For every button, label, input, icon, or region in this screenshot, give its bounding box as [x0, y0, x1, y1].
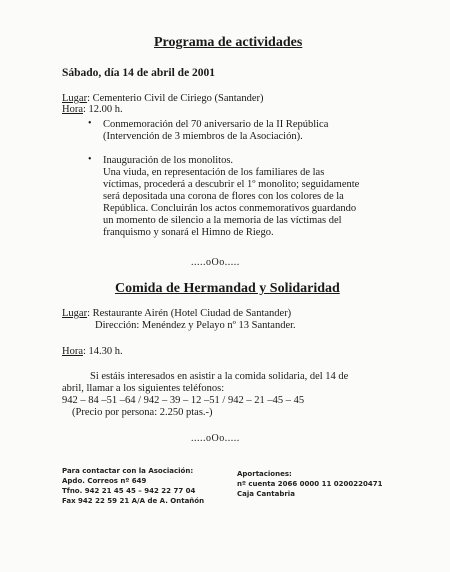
meal-time-value: : 14.30 h. [83, 346, 123, 357]
meal-place-value: : Restaurante Airén (Hotel Ciudad de Santander) [87, 308, 292, 319]
phone-numbers: 942 – 84 –51 –64 / 942 – 39 – 12 –51 / 942 – 21 –45 – 45 [62, 395, 305, 406]
contact-block [62, 466, 204, 506]
bullet-line: República. Concluirán los actos conmemorativos guardando [103, 203, 357, 214]
event-date: Sábado, día 14 de abril de 2001 [62, 67, 216, 79]
meal-info [62, 371, 348, 419]
donation-line: Caja Cantabria [237, 490, 295, 498]
bullet-line: (Intervención de 3 miembros de la Asociación). [103, 131, 303, 142]
contact-line: Para contactar con la Asociación: [62, 467, 194, 475]
contact-line: Fax 942 22 59 21 A/A de A. Ontañón [62, 497, 205, 505]
time-value: : 12.00 h. [83, 104, 123, 115]
bullet-line: será depositada una corona de flores con los colores de la [103, 191, 344, 202]
bullet-line: Inauguración de los monolitos. [103, 155, 234, 166]
bullet-line: víctimas, procederá a descubrir el 1º monolito; seguidamente [103, 179, 360, 190]
separator: .....oOo..... [191, 257, 240, 268]
bullet-icon: • [88, 118, 92, 129]
bullet-line: Una viuda, en representación de los familiares de las [103, 167, 325, 178]
bullet-line: franquismo y sonará el Himno de Riego. [103, 227, 274, 238]
time-label: Hora [62, 104, 83, 115]
bullet-line: un momento de silencio a la memoria de las víctimas del [103, 215, 342, 226]
meal-title: Comida de Hermandad y Solidaridad [115, 281, 340, 296]
program-time [62, 104, 123, 116]
contact-line: Apdo. Correos nº 649 [62, 477, 147, 485]
price-line: (Precio por persona: 2.250 ptas.-) [72, 407, 213, 418]
meal-time-label: Hora [62, 346, 83, 357]
donation-line: nº cuenta 2066 0000 11 0200220471 [237, 480, 383, 488]
bullet-item-anniversary [103, 119, 328, 143]
meal-address: Dirección: Menéndez y Pelayo nº 13 Santander. [95, 320, 296, 331]
separator: .....oOo..... [191, 433, 240, 444]
donation-block [237, 469, 382, 499]
meal-time [62, 346, 123, 358]
bullet-item-monoliths [103, 155, 359, 239]
meal-place-label: Lugar [62, 308, 88, 319]
info-line: abril, llamar a los siguientes teléfonos: [62, 383, 225, 394]
place-value: : Cementerio Civil de Ciriego (Santander) [87, 93, 264, 104]
info-line: Si estáis interesados en asistir a la comida solidaria, del 14 de [90, 371, 349, 382]
bullet-icon: • [88, 154, 92, 165]
contact-line: Tfno. 942 21 45 45 – 942 22 77 04 [62, 487, 196, 495]
meal-place [62, 308, 291, 320]
program-title: Programa de actividades [154, 35, 303, 50]
place-label: Lugar [62, 93, 88, 104]
bullet-line: Conmemoración del 70 aniversario de la II República [103, 119, 329, 130]
donation-line: Aportaciones: [237, 470, 292, 478]
